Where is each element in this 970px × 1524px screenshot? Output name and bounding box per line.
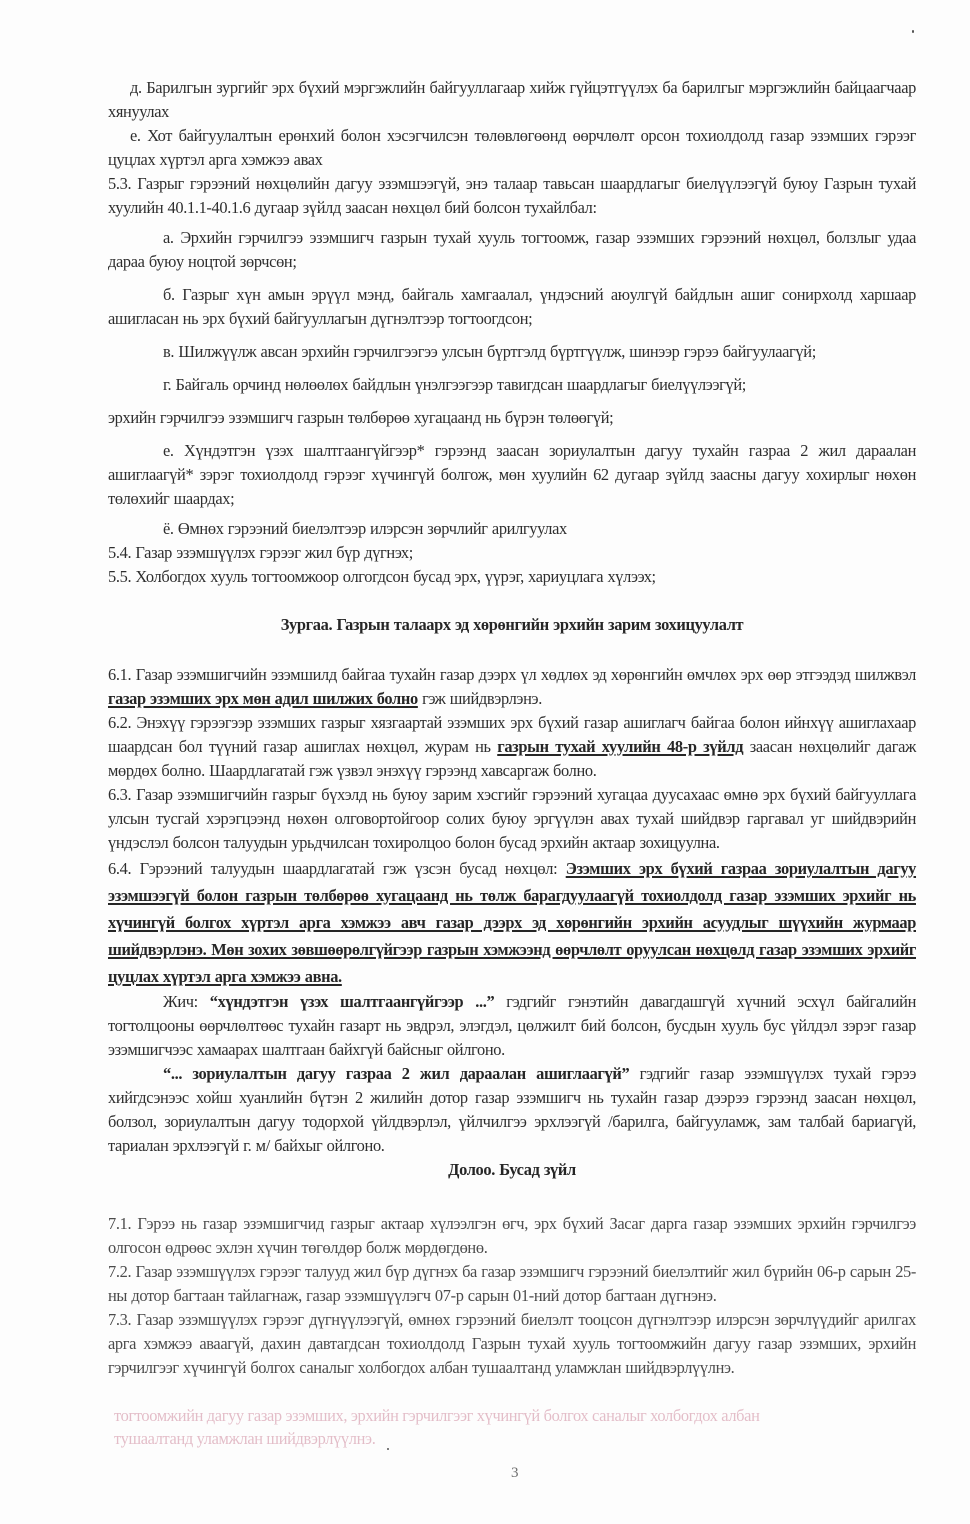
- clause-5-3-g-continued: эрхийн гэрчилгээ эзэмшигч газрын төлбөрөө хугацаанд нь бүрэн төлөөгүй;: [108, 408, 614, 427]
- section-7-heading: Долоо. Бусад зүйл: [448, 1160, 576, 1179]
- clause-5-3-b: б. Газрыг хүн амын эрүүл мэнд, байгаль хамгаалал, үндэсний аюулгүй байдлын ашиг сонирхолд харшаар ашигласан нь эрх бүхий байгууллагын дүгнэлтээр тогтоогдсон;: [108, 285, 916, 328]
- clause-7-2: 7.2. Газар эзэмшүүлэх гэрээг талууд жил бүр дүгнэх ба газар эзэмшигч гэрээний биелэлтийг жил бүрийн 06-р сарын 25-ны дотор багтаан тайлагнаж, газар эзэмшүүлэгч 07-р сарын 01-ний дотор багтаан дүгнэнэ.: [108, 1262, 916, 1305]
- clause-5-3: 5.3. Газрыг гэрээний нөхцөлийн дагуу эзэмшээгүй, энэ талаар тавьсан шаардлагыг биелүүлээгүй буюу Газрын тухай хуулийн 40.1.1-40.1.6 дугаар зүйлд заасан нөхцөл бий болсон тухайлбал:: [108, 174, 916, 217]
- clause-6-4-underlined: Эзэмших эрх бүхий газраа зориулалтын дагуу эзэмшээгүй болон газрын төлбөрөө хугацаанд нь төлж барагдуулаагүй тохиолдолд газар эзэмших эрхийг нь хүчингүй болгох хүртэл арга хэмжээ авч газар дээрх эд хөрөнгийн эрхийн асуудлыг шүүхийн журмаар шийдвэрлэнэ. Мөн зохих зөвшөөрөлгүйгээр газрын хэмжээнд өөрчлөлт оруулсан нөхцөлд газар эзэмших эрхийг цуцлах хүртэл арга хэмжээ авна.: [108, 859, 917, 986]
- note-1-text: гэдгийг гэнэтийн давагдашгүй хүчний эсхүл байгалийн тогтолцооны өөрчлөлтөөс тухайн газарт нь эвдрэл, элэгдэл, цөлжилт бий болсон, бусдын хууль бус үйлдэл зэрэг газар эзэмшигчээс хамаарах шалтгаан байхгүй байсныг ойлгоно.: [108, 992, 916, 1059]
- clause-6-4: [108, 855, 916, 990]
- section-6-heading: Зургаа. Газрын талаарх эд хөрөнгийн эрхийн зарим зохицуулалт: [280, 615, 744, 634]
- clause-7-3: 7.3. Газар эзэмшүүлэх гэрээг дүгнүүлээгүй, өмнөх гэрээний биелэлт тооцсон дүгнэлтээр илэрсэн зөрчлүүдийг арилгах арга хэмжээ аваагүй, дахин давтагдсан тохиолдолд Газрын тухай хууль тогтоомжийн дагуу газар эзэмших, эрхийн гэрчилгээг хүчингүй болгох саналыг холбогдох албан тушаалтанд уламжлан шийдвэрлүүлнэ.: [108, 1310, 916, 1377]
- clause-5-3-a: а. Эрхийн гэрчилгээ эзэмшигч газрын тухай хууль тогтоомж, газар эзэмших гэрээний нөхцөл, болзлыг удаа дараа буюу ноцтой зөрчсөн;: [108, 228, 916, 271]
- note-1-quote: “хүндэтгэн үзэх шалтгаангүйгээр ...”: [209, 992, 495, 1011]
- clause-6-1-underlined: газар эзэмших эрх мөн адил шилжих болно: [108, 689, 418, 708]
- clause-6-2-text: 6.2. Энэхүү гэрээгээр эзэмших газрыг хязгаартай эзэмших эрх бүхий газар ашиглагч байгаа болон ийнхүү ашиглахаар шаардсан бол түүний газар ашиглах нөхцөл, журам нь: [108, 713, 916, 756]
- item-e: е. Хот байгуулалтын ерөнхий болон хэсэгчилсэн төлөвлөгөөнд өөрчлөлт орсон тохиолдолд газар эзэмших гэрээг цуцлах хүртэл арга хэмжээ авах: [108, 126, 916, 169]
- ghost-print-line-2: тушаалтанд уламжлан шийдвэрлүүлнэ.: [114, 1429, 376, 1448]
- clause-6-1-tail: гэж шийдвэрлэнэ.: [417, 689, 542, 708]
- clause-5-4: 5.4. Газар эзэмшүүлэх гэрээг жил бүр дүгнэх;: [108, 543, 413, 562]
- page-number: 3: [511, 1465, 519, 1481]
- clause-6-1: [108, 663, 916, 711]
- note-2: [108, 1062, 916, 1158]
- scan-speck: [912, 30, 914, 33]
- clause-5-3-g: г. Байгаль орчинд нөлөөлөх байдлын үнэлгээгээр тавигдсан шаардлагыг биелүүлээгүй;: [163, 375, 746, 394]
- clause-6-2-tail: заасан нөхцөлийг дагаж мөрдөх болно. Шаардлагатай гэж үзвэл энэхүү гэрээнд хавсаргаж болно.: [108, 737, 916, 780]
- clause-5-5: 5.5. Холбогдох хууль тогтоомжоор олгогдсон бусад эрх, үүрэг, хариуцлага хүлээх;: [108, 567, 656, 586]
- note-2-quote: “... зориулалтын дагуу газраа 2 жил дараалан ашиглаагүй”: [163, 1064, 630, 1083]
- clause-6-4-text: 6.4. Гэрээний талуудын шаардлагатай гэж үзсэн бусад нөхцөл:: [108, 859, 566, 878]
- clause-5-3-e: е. Хүндэтгэн үзэх шалтгаангүйгээр* гэрээнд заасан зориулалтын дагуу тухайн газраа 2 жил дараалан ашиглаагүй* зэрэг тохиолдолд гэрээг хүчингүй болгож, мөн хуулийн 62 дугаар зүйлд заасны дагуу хохирлыг нөхөн төлөхийг шаардах;: [108, 441, 916, 508]
- item-d: д. Барилгын зургийг эрх бүхий мэргэжлийн байгууллагаар хийж гүйцэтгүүлэх ба барилгыг мэргэжлийн байцаагчаар хянуулах: [108, 78, 916, 121]
- clause-6-2: [108, 711, 916, 783]
- clause-6-2-underlined: газрын тухай хуулийн 48-р зүйлд: [497, 737, 744, 756]
- document-body: [108, 76, 916, 1380]
- clause-6-1-text: 6.1. Газар эзэмшигчийн эзэмшилд байгаа тухайн газар дээрх үл хөдлөх эд хөрөнгийн өмчлөх эрх өөр этгээдэд шилжвэл: [108, 665, 916, 684]
- clause-5-3-yo: ё. Өмнөх гэрээний биелэлтээр илэрсэн зөрчлийг арилгуулах: [163, 519, 567, 538]
- note-1: [108, 990, 916, 1062]
- clause-6-3: 6.3. Газар эзэмшигчийн газрыг бүхэлд нь буюу зарим хэсгийг гэрээний хугацаа дуусахаас өмнө эрх бүхий байгууллага улсын тусгай хэрэгцээнд нөхөн олговортойгоор солих буюу эргүүлэн авах тухай шийдвэр гаргавал уг шийдвэрийн үндэслэл болсон талуудын урьдчилсан тохиролцоо болон бусад эрхийн актаар зохицуулна.: [108, 785, 916, 852]
- clause-5-3-v: в. Шилжүүлж авсан эрхийн гэрчилгээгээ улсын бүртгэлд бүртгүүлж, шинээр гэрээ байгуулаагүй;: [163, 342, 816, 361]
- ghost-print-line-1: тогтоомжийн дагуу газар эзэмших, эрхийн гэрчилгээг хүчингүй болгох саналыг холбогдох албан: [114, 1406, 760, 1425]
- note-2-text: гэдгийг газар эзэмшүүлэх тухай гэрээ хийгдсэнээс хойш хуанлийн бүтэн 2 жилийн дотор газар эзэмшигч нь тухайн газар дээрээ гэрээнд заасан нөхцөл, болзол, зориулалтын дагуу тодорхой үйлдвэрлэл, үйлчилгээ эрхлээгүй /барилга, байгууламж, зам талбай бариагүй, тариалан эрхлээгүй г. м/ байхыг ойлгоно.: [108, 1064, 916, 1155]
- scan-speck: [387, 1448, 389, 1450]
- note-1-label: Жич:: [163, 992, 210, 1011]
- clause-7-1: 7.1. Гэрээ нь газар эзэмшигчид газрыг актаар хүлээлгэн өгч, эрх бүхий Засаг дарга газар эзэмших эрхийн гэрчилгээ олгосон өдрөөс эхлэн хүчин төгөлдөр болж мөрдөгдөнө.: [108, 1214, 916, 1257]
